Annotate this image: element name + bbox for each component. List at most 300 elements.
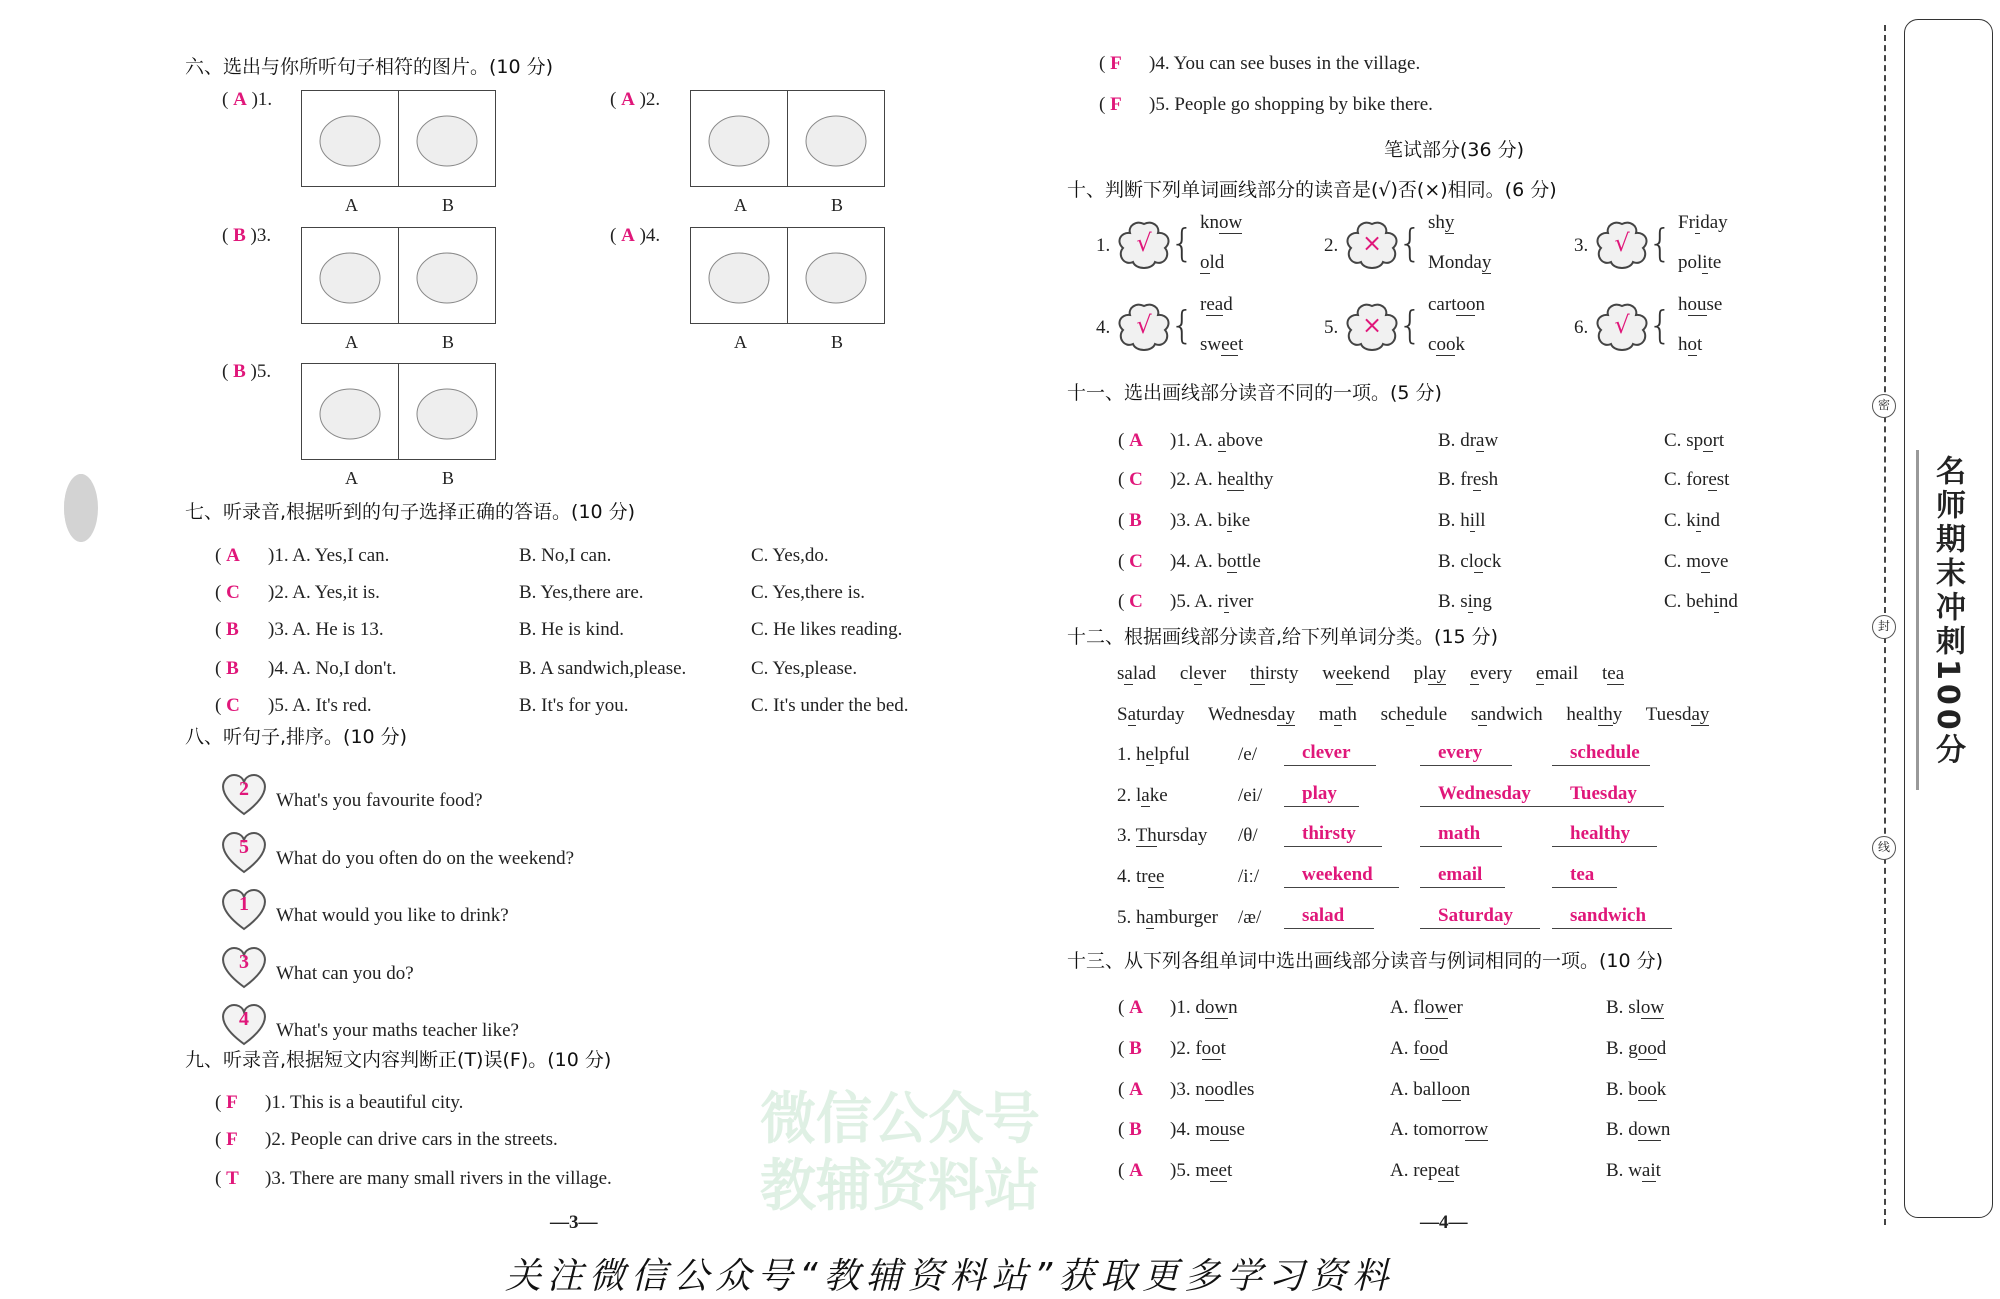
word-part: pol xyxy=(1678,252,1703,273)
answer: F xyxy=(226,1092,238,1113)
seal-mark-0: 密 xyxy=(1872,394,1896,418)
underlined-part: oo xyxy=(1204,1079,1224,1100)
answer-flower xyxy=(1344,220,1400,270)
word xyxy=(1470,663,1512,685)
judgement-mark: √ xyxy=(1614,311,1630,339)
word-part: s xyxy=(1117,663,1125,684)
word xyxy=(1602,663,1624,685)
example-word: )4. mouse xyxy=(1170,1119,1245,1140)
option-c xyxy=(1664,469,1729,491)
label-a: A xyxy=(345,195,358,215)
word-part: 3. xyxy=(1117,825,1136,846)
word-part: sl xyxy=(1628,997,1641,1018)
prefix: )4. A. xyxy=(1170,551,1218,572)
word xyxy=(1686,591,1738,613)
answer-blank: schedule xyxy=(1552,742,1650,766)
item-number: 4. xyxy=(645,225,661,246)
word-part: bove xyxy=(1225,430,1263,451)
word-part: b xyxy=(1217,510,1227,531)
picture-b[interactable] xyxy=(399,91,495,186)
word xyxy=(1218,591,1254,613)
brace-icon: { xyxy=(1648,303,1673,347)
word-part: lthy xyxy=(1243,469,1274,490)
answer-blank: weekend xyxy=(1284,864,1399,888)
answer-paren: ( A xyxy=(1118,1079,1143,1100)
word-part: ursday xyxy=(1156,825,1208,846)
prefix: A. xyxy=(1390,1119,1414,1140)
word-part: t xyxy=(1601,663,1608,684)
word-part: 1. d xyxy=(1176,997,1205,1018)
word-part: 1. h xyxy=(1117,744,1146,765)
order-number: 2 xyxy=(239,778,249,800)
prefix: C. xyxy=(1664,510,1687,531)
word-part: ng xyxy=(1472,591,1492,612)
option-b xyxy=(1438,469,1498,491)
word-part: nd xyxy=(1718,591,1738,612)
word-part: t xyxy=(1238,334,1244,355)
word xyxy=(1176,997,1237,1019)
phonetic: /æ/ xyxy=(1238,907,1262,928)
category-label xyxy=(1117,744,1190,766)
section-10-title: 十、判断下列单词画线部分的读音是(√)否(×)相同。(6 分) xyxy=(1067,179,1557,201)
answer-paren: ( B xyxy=(1118,1119,1142,1140)
underlined-part: th xyxy=(1249,663,1265,684)
word xyxy=(1413,1038,1448,1060)
word-part: t xyxy=(1226,1160,1233,1181)
word xyxy=(1460,551,1501,573)
word-part: f xyxy=(1413,1038,1420,1059)
answer-flower xyxy=(1594,220,1650,270)
underlined-part: i xyxy=(1469,510,1475,531)
option-c xyxy=(1664,430,1724,452)
label-b: B xyxy=(831,195,844,215)
sentence: What's your maths teacher like? xyxy=(276,1020,519,1041)
word-part: ver xyxy=(1201,663,1227,684)
section-11-title: 十一、选出画线部分读音不同的一项。(5 分) xyxy=(1067,382,1442,404)
example-word: )1. down xyxy=(1170,997,1238,1018)
answer-flower xyxy=(1594,302,1650,352)
word-part: m xyxy=(1318,704,1334,725)
answer: B xyxy=(1129,1038,1142,1059)
sentence: What can you do? xyxy=(276,963,414,984)
answer: C xyxy=(226,582,240,603)
answer: A xyxy=(1129,1160,1143,1181)
picture-b[interactable] xyxy=(788,91,884,186)
word xyxy=(1460,430,1498,452)
prefix: C. xyxy=(1664,430,1687,451)
word-part: sw xyxy=(1200,334,1222,355)
word-part: very xyxy=(1478,663,1513,684)
word-part: irsty xyxy=(1264,663,1299,684)
word xyxy=(1428,294,1485,316)
word-part: 3. n xyxy=(1176,1079,1205,1100)
picture-a[interactable] xyxy=(302,364,399,459)
brace-icon: { xyxy=(1648,221,1673,265)
word xyxy=(1413,997,1463,1019)
page-number-left: —3— xyxy=(550,1212,598,1233)
underlined-part: o xyxy=(1227,551,1237,572)
answer-paren: ( B )5. xyxy=(222,361,272,382)
option-a: )5. A. It's red. xyxy=(268,695,372,716)
underlined-part: ou xyxy=(1210,1119,1230,1140)
brace-icon: { xyxy=(1170,303,1195,347)
label-b: B xyxy=(442,332,455,352)
word-part: cl xyxy=(1460,551,1474,572)
answer-paren: ( A )1. xyxy=(222,89,273,110)
illustration-icon xyxy=(302,228,398,323)
picture-option-pair xyxy=(301,227,496,324)
answer-paren: ( F xyxy=(1099,94,1122,115)
word xyxy=(1322,663,1390,685)
underlined-part: y xyxy=(1481,252,1492,273)
underlined-part: a xyxy=(1333,704,1343,725)
word-part: 5. h xyxy=(1117,907,1146,928)
option-a xyxy=(1390,997,1463,1019)
underlined-part: oo xyxy=(1419,1038,1439,1059)
word-part: r xyxy=(1217,591,1224,612)
underlined-part: ea xyxy=(1206,294,1224,315)
answer-blank: play xyxy=(1284,783,1359,807)
section-8-title: 八、听句子,排序。(10 分) xyxy=(185,726,408,748)
underlined-part: a xyxy=(1478,704,1487,725)
word-part: th xyxy=(1342,704,1357,725)
judgement-mark: × xyxy=(1361,311,1383,339)
label-a: A xyxy=(734,195,747,215)
option-b xyxy=(1438,591,1492,613)
word-part: h xyxy=(1678,294,1688,315)
word xyxy=(1686,469,1729,491)
word-part: turday xyxy=(1136,704,1185,725)
underlined-part: a xyxy=(1476,430,1485,451)
prefix: B. xyxy=(1606,997,1629,1018)
word-2 xyxy=(1200,334,1243,356)
word xyxy=(1176,1038,1226,1060)
category-label xyxy=(1117,825,1207,847)
word-part: ball xyxy=(1413,1079,1442,1100)
word-2 xyxy=(1428,252,1491,274)
word-part: t xyxy=(1454,1160,1460,1181)
illustration-icon xyxy=(788,228,884,323)
word xyxy=(1117,744,1190,766)
prefix: B. xyxy=(1606,1038,1629,1059)
word xyxy=(1628,1079,1666,1101)
underlined-part: i xyxy=(1695,510,1701,531)
word-1 xyxy=(1428,294,1485,316)
picture-option-pair xyxy=(690,90,885,187)
statement: )1. This is a beautiful city. xyxy=(265,1092,464,1113)
answer: A xyxy=(621,225,635,246)
option-c: C. Yes,please. xyxy=(751,658,858,679)
phonetic: /e/ xyxy=(1238,744,1257,765)
answer-paren: ( F xyxy=(1099,53,1122,74)
option-b xyxy=(1438,510,1486,532)
word xyxy=(1686,551,1728,573)
underlined-part: ow xyxy=(1640,997,1665,1018)
underlined-part: o xyxy=(1473,551,1484,572)
word xyxy=(1686,510,1720,532)
underlined-part: oo xyxy=(1441,1079,1461,1100)
word-part: 2. f xyxy=(1176,1038,1202,1059)
order-heart[interactable] xyxy=(218,885,270,933)
illustration-icon xyxy=(691,91,787,186)
word xyxy=(1428,334,1465,356)
word-part: lad xyxy=(1132,663,1157,684)
word-2 xyxy=(1200,252,1224,274)
word-part: tomorr xyxy=(1413,1119,1465,1140)
word-2 xyxy=(1428,334,1465,356)
word-part: Wednesd xyxy=(1207,704,1278,725)
word-part: for xyxy=(1686,469,1709,490)
illustration-icon xyxy=(691,228,787,323)
illustration-icon xyxy=(302,364,398,459)
word-part: g xyxy=(1628,1038,1638,1059)
underlined-part: ea xyxy=(1437,1160,1455,1181)
example-word: )2. foot xyxy=(1170,1038,1226,1059)
answer-paren: ( T xyxy=(215,1168,239,1189)
item-number: 4. xyxy=(1096,317,1111,338)
answer-paren: ( C xyxy=(1118,591,1143,612)
word xyxy=(1176,1119,1245,1141)
underlined-part: e xyxy=(1193,663,1202,684)
picture-a[interactable] xyxy=(302,91,399,186)
underlined-part: ai xyxy=(1641,1160,1656,1181)
word-part: s xyxy=(1460,591,1468,612)
label-a: A xyxy=(345,332,358,352)
order-heart[interactable] xyxy=(218,770,270,818)
answer-paren: ( B xyxy=(1118,1038,1142,1059)
word-part: sch xyxy=(1380,704,1406,725)
brand-logo: 名师期末冲刺100分 xyxy=(1930,455,1965,768)
prefix: )5. A. xyxy=(1170,591,1218,612)
word xyxy=(1460,510,1485,532)
word-1 xyxy=(1200,294,1233,316)
section-12-title: 十二、根据画线部分读音,给下列单词分类。(15 分) xyxy=(1067,626,1499,648)
word-part: 5. m xyxy=(1176,1160,1211,1181)
seal-watermark xyxy=(64,474,98,542)
underlined-part: ee xyxy=(1147,866,1165,887)
word-2 xyxy=(1678,252,1721,274)
word xyxy=(1117,907,1218,929)
item-number: 5. xyxy=(1324,317,1339,338)
word xyxy=(1117,825,1207,847)
judgement-mark: √ xyxy=(1136,229,1152,257)
label-b: B xyxy=(442,468,455,488)
answer: B xyxy=(1129,1119,1142,1140)
word-part: ttle xyxy=(1236,551,1261,572)
word-part: k xyxy=(1656,1079,1667,1100)
word xyxy=(1218,551,1261,573)
option-a xyxy=(1390,1038,1448,1060)
answer-paren: ( C xyxy=(215,695,240,716)
option-b xyxy=(1438,430,1498,452)
word-part: se xyxy=(1229,1119,1245,1140)
illustration-icon xyxy=(399,364,495,459)
word-part: dr xyxy=(1460,430,1477,451)
word-part: pl xyxy=(1413,663,1429,684)
word-part: m xyxy=(1686,551,1701,572)
answer-paren: ( F xyxy=(215,1092,238,1113)
picture-a[interactable] xyxy=(691,91,788,186)
underlined-part: ee xyxy=(1336,663,1353,684)
prefix: A. xyxy=(1390,1160,1414,1181)
answer: A xyxy=(1129,1079,1143,1100)
word-part: ck xyxy=(1483,551,1502,572)
answer-blank: Saturday xyxy=(1420,905,1540,929)
word-2 xyxy=(1678,334,1702,356)
word xyxy=(1218,510,1251,532)
answer-blank: Wednesday xyxy=(1420,783,1552,807)
word xyxy=(1200,212,1242,234)
category-label xyxy=(1117,866,1164,888)
answer: A xyxy=(226,545,240,566)
category-label xyxy=(1117,785,1168,807)
brace-icon: { xyxy=(1398,303,1423,347)
word-part: n xyxy=(1460,1079,1471,1100)
answer-paren: ( B xyxy=(215,619,239,640)
option-b: B. Yes,there are. xyxy=(519,582,644,603)
prefix: B. xyxy=(1606,1119,1629,1140)
phonetic: /θ/ xyxy=(1238,825,1258,846)
word xyxy=(1250,663,1299,685)
word xyxy=(1628,1160,1661,1182)
underlined-part: o xyxy=(1200,252,1210,273)
word-part: ke xyxy=(1149,785,1168,806)
answer-paren: ( A xyxy=(1118,997,1143,1018)
word-part: fr xyxy=(1460,469,1473,490)
answer: C xyxy=(1129,551,1143,572)
underlined-part: ow xyxy=(1464,1119,1489,1140)
section-9-title: 九、听录音,根据短文内容判断正(T)误(F)。(10 分) xyxy=(185,1049,612,1071)
answer: A xyxy=(1129,997,1143,1018)
word xyxy=(1536,663,1578,685)
item-number: 2. xyxy=(1324,235,1339,256)
word xyxy=(1460,469,1498,491)
underlined-part: i xyxy=(1227,510,1233,531)
phonetic: /ei/ xyxy=(1238,785,1263,806)
option-c: C. Yes,do. xyxy=(751,545,829,566)
answer: F xyxy=(1110,53,1122,74)
answer-flower xyxy=(1116,302,1172,352)
word-part: ndwich xyxy=(1486,704,1543,725)
order-number: 1 xyxy=(239,893,249,915)
underlined-part: Th xyxy=(1135,825,1157,846)
word xyxy=(1628,1119,1670,1141)
prefix: )3. A. xyxy=(1170,510,1218,531)
answer-blank: math xyxy=(1420,823,1502,847)
word-part: se xyxy=(1706,294,1723,315)
word xyxy=(1460,591,1492,613)
word-part: Tuesd xyxy=(1645,704,1692,725)
answer: B xyxy=(226,658,239,679)
option-a xyxy=(1170,430,1263,452)
word-part: lpful xyxy=(1153,744,1190,765)
answer-blank: thirsty xyxy=(1284,823,1382,847)
underlined-part: e xyxy=(1708,469,1717,490)
order-heart[interactable] xyxy=(218,828,270,876)
picture-option-pair xyxy=(690,227,885,324)
option-a xyxy=(1390,1160,1460,1182)
underlined-part: a xyxy=(1141,785,1150,806)
answer: A xyxy=(621,89,635,110)
underlined-part: ea xyxy=(1607,663,1625,684)
illustration-icon xyxy=(399,91,495,186)
prefix: B. xyxy=(1438,551,1461,572)
word-part: d xyxy=(1628,1119,1638,1140)
watermark-text: 教辅资料站 xyxy=(760,1154,1040,1219)
item-number: 2. xyxy=(645,89,661,110)
answer: B xyxy=(226,619,239,640)
picture-b[interactable] xyxy=(399,364,495,459)
word-part: t xyxy=(1220,1038,1226,1059)
phonetic: /iː/ xyxy=(1238,866,1260,887)
order-number: 4 xyxy=(239,1008,249,1030)
word-part: heal xyxy=(1566,704,1599,725)
prefix: A. xyxy=(1390,1038,1414,1059)
picture-a[interactable] xyxy=(302,228,399,323)
seal-mark-1: 封 xyxy=(1872,615,1896,639)
word xyxy=(1428,212,1454,234)
underlined-part: e xyxy=(1145,744,1154,765)
sentence: What's you favourite food? xyxy=(276,790,483,811)
answer: C xyxy=(1129,469,1143,490)
answer-paren: ( C xyxy=(1118,469,1143,490)
word-part: n xyxy=(1475,294,1485,315)
order-heart[interactable] xyxy=(218,1000,270,1048)
option-a: )2. A. Yes,it is. xyxy=(268,582,380,603)
answer-paren: ( A xyxy=(1118,1160,1143,1181)
word-part: dles xyxy=(1223,1079,1255,1100)
option-b xyxy=(1606,1119,1670,1141)
underlined-part: i xyxy=(1467,591,1473,612)
word-part: s xyxy=(1470,704,1479,725)
option-c xyxy=(1664,510,1720,532)
word xyxy=(1471,704,1543,726)
underlined-part: e xyxy=(1472,469,1482,490)
word-part: er xyxy=(1448,997,1463,1018)
order-heart[interactable] xyxy=(218,943,270,991)
item-number: 5. xyxy=(256,361,272,382)
item-number: 3. xyxy=(256,225,272,246)
picture-b[interactable] xyxy=(399,228,495,323)
option-b xyxy=(1606,1079,1666,1101)
word xyxy=(1414,663,1447,685)
option-b: B. No,I can. xyxy=(519,545,612,566)
word-part: d xyxy=(1656,1038,1667,1059)
picture-b[interactable] xyxy=(788,228,884,323)
word-part: t xyxy=(1697,334,1703,355)
word-part: h xyxy=(1678,334,1688,355)
underlined-part: ow xyxy=(1637,1119,1661,1140)
picture-a[interactable] xyxy=(691,228,788,323)
option-a xyxy=(1390,1079,1470,1101)
underlined-part: e xyxy=(1470,663,1479,684)
prefix: )1. A. xyxy=(1170,430,1218,451)
item-number: 3. xyxy=(1574,235,1589,256)
illustration-icon xyxy=(399,228,495,323)
word-part: sh xyxy=(1428,212,1445,233)
word xyxy=(1646,704,1710,726)
section-7-title: 七、听录音,根据听到的句子选择正确的答语。(10 分) xyxy=(185,501,636,523)
answer: C xyxy=(1129,591,1143,612)
word xyxy=(1678,252,1721,274)
option-b xyxy=(1606,997,1664,1019)
word-part: k xyxy=(1455,334,1465,355)
answer-paren: ( A )2. xyxy=(610,89,661,110)
brace-icon: { xyxy=(1170,221,1195,265)
footer-note: 关注微信公众号“教辅资料站”获取更多学习资料 xyxy=(505,1256,1395,1297)
option-c: C. He likes reading. xyxy=(751,619,903,640)
option-b: B. It's for you. xyxy=(519,695,629,716)
